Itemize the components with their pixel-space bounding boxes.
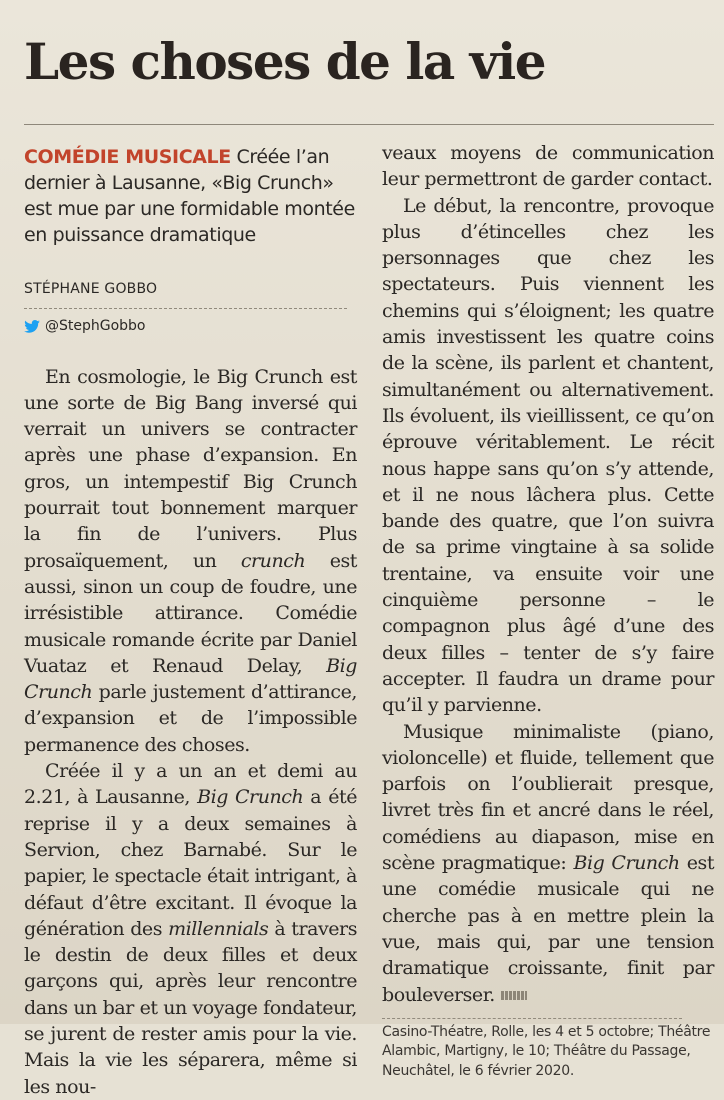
- italic-run: Big Crunch: [573, 852, 680, 875]
- article-body-left: [24, 364, 357, 1100]
- article-title: Les choses de la vie: [24, 32, 546, 91]
- twitter-bird-icon: [24, 320, 40, 333]
- article-lead: [24, 142, 357, 250]
- italic-run: crunch: [240, 549, 306, 572]
- paragraph-2: [24, 758, 357, 1100]
- paragraph-4: [382, 719, 714, 1008]
- text-run: est une comédie musicale qui ne cherche pas à en mettre plein la vue, mais qui, par une tension dramatique croissante, finit par bouleverser.: [382, 852, 715, 1006]
- text-run: a été reprise il y a deux semaines à Servion, chez Barnabé. Sur le papier, le spectacle était intrigant, à défaut d’être excitant. Il évoque la génération des: [24, 786, 357, 940]
- left-column: [24, 142, 357, 1100]
- paragraph-continued: veaux moyens de communication leur permettront de garder contact.: [382, 142, 714, 191]
- text-run: En cosmologie, le Big Crunch est une sorte de Big Bang inversé qui verrait un univers se contracter après une phase d’expansion. En gros, un intempestif Big Crunch pourrait tout bonnement marquer la fin de l’univers. Plus prosaïquement, un: [24, 365, 357, 572]
- end-of-article-mark: [501, 991, 527, 1000]
- author-name: STÉPHANE GOBBO: [24, 276, 347, 309]
- italic-run: Big Crunch: [197, 786, 304, 809]
- show-dates-info: Casino-Théatre, Rolle, les 4 et 5 octobre; Théâtre Alambic, Martigny, le 10; Théâtre du Passage, Neuchâtel, le 6 février 2020.: [382, 1023, 711, 1079]
- title-rule: [24, 124, 714, 125]
- text-run: Créée il y a un an et demi au 2.21, à Lausanne,: [24, 760, 357, 809]
- lead-text: Créée l’an dernier à Lausanne, «Big Crunch» est mue par une formidable montée en puissance dramatique: [24, 146, 355, 246]
- kicker: COMÉDIE MUSICALE: [24, 146, 231, 168]
- byline-block: [24, 276, 357, 340]
- italic-run: Big Crunch: [24, 654, 357, 704]
- paragraph-3: Le début, la rencontre, provoque plus d’étincelles chez les personnages que chez les spectateurs. Puis viennent les chemins qui s’éloignent; les quatre amis investissent les quatre coins de la scène, ils parlent et chantent, simultanément ou alternativement. Ils évoluent, ils vieillissent, ce qu’on éprouve véritablement. Le récit nous happe sans qu’on s’y attende, et il ne nous lâchera plus. Cette bande des quatre, que l’on suivra de sa prime vingtaine à sa solide trentaine, va ensuite voir une cinquième personne – le compagnon plus âgé d’une des deux filles – tenter de s’y faire accepter. Il faudra un drame pour qu’il y parvienne.: [382, 194, 714, 717]
- right-column: [382, 140, 714, 1081]
- twitter-handle[interactable]: @StephGobbo: [45, 318, 146, 335]
- info-rule: [382, 1018, 682, 1019]
- paragraph-1: [24, 364, 357, 758]
- text-run: à travers le destin de deux filles et deux garçons qui, après leur rencontre dans un bar et un voyage fondateur, se jurent de rester amis pour la vie. Mais la vie les séparera, même si les nou-: [24, 917, 357, 1098]
- text-run: parle justement d’attirance, d’expansion et de l’impossible permanence des choses.: [24, 681, 357, 756]
- text-run: est aussi, sinon un coup de foudre, une irrésistible attirance. Comédie musicale romande écrite par Daniel Vuataz et Renaud Delay,: [24, 549, 357, 677]
- italic-run: millennials: [168, 917, 269, 940]
- twitter-handle-row[interactable]: [24, 313, 357, 339]
- text-run: Musique minimaliste (piano, violoncelle) et fluide, tellement que parfois on l’oublierait presque, livret très fin et ancré dans le réel, comédiens au diapason, mise en scène pragmatique:: [382, 720, 714, 875]
